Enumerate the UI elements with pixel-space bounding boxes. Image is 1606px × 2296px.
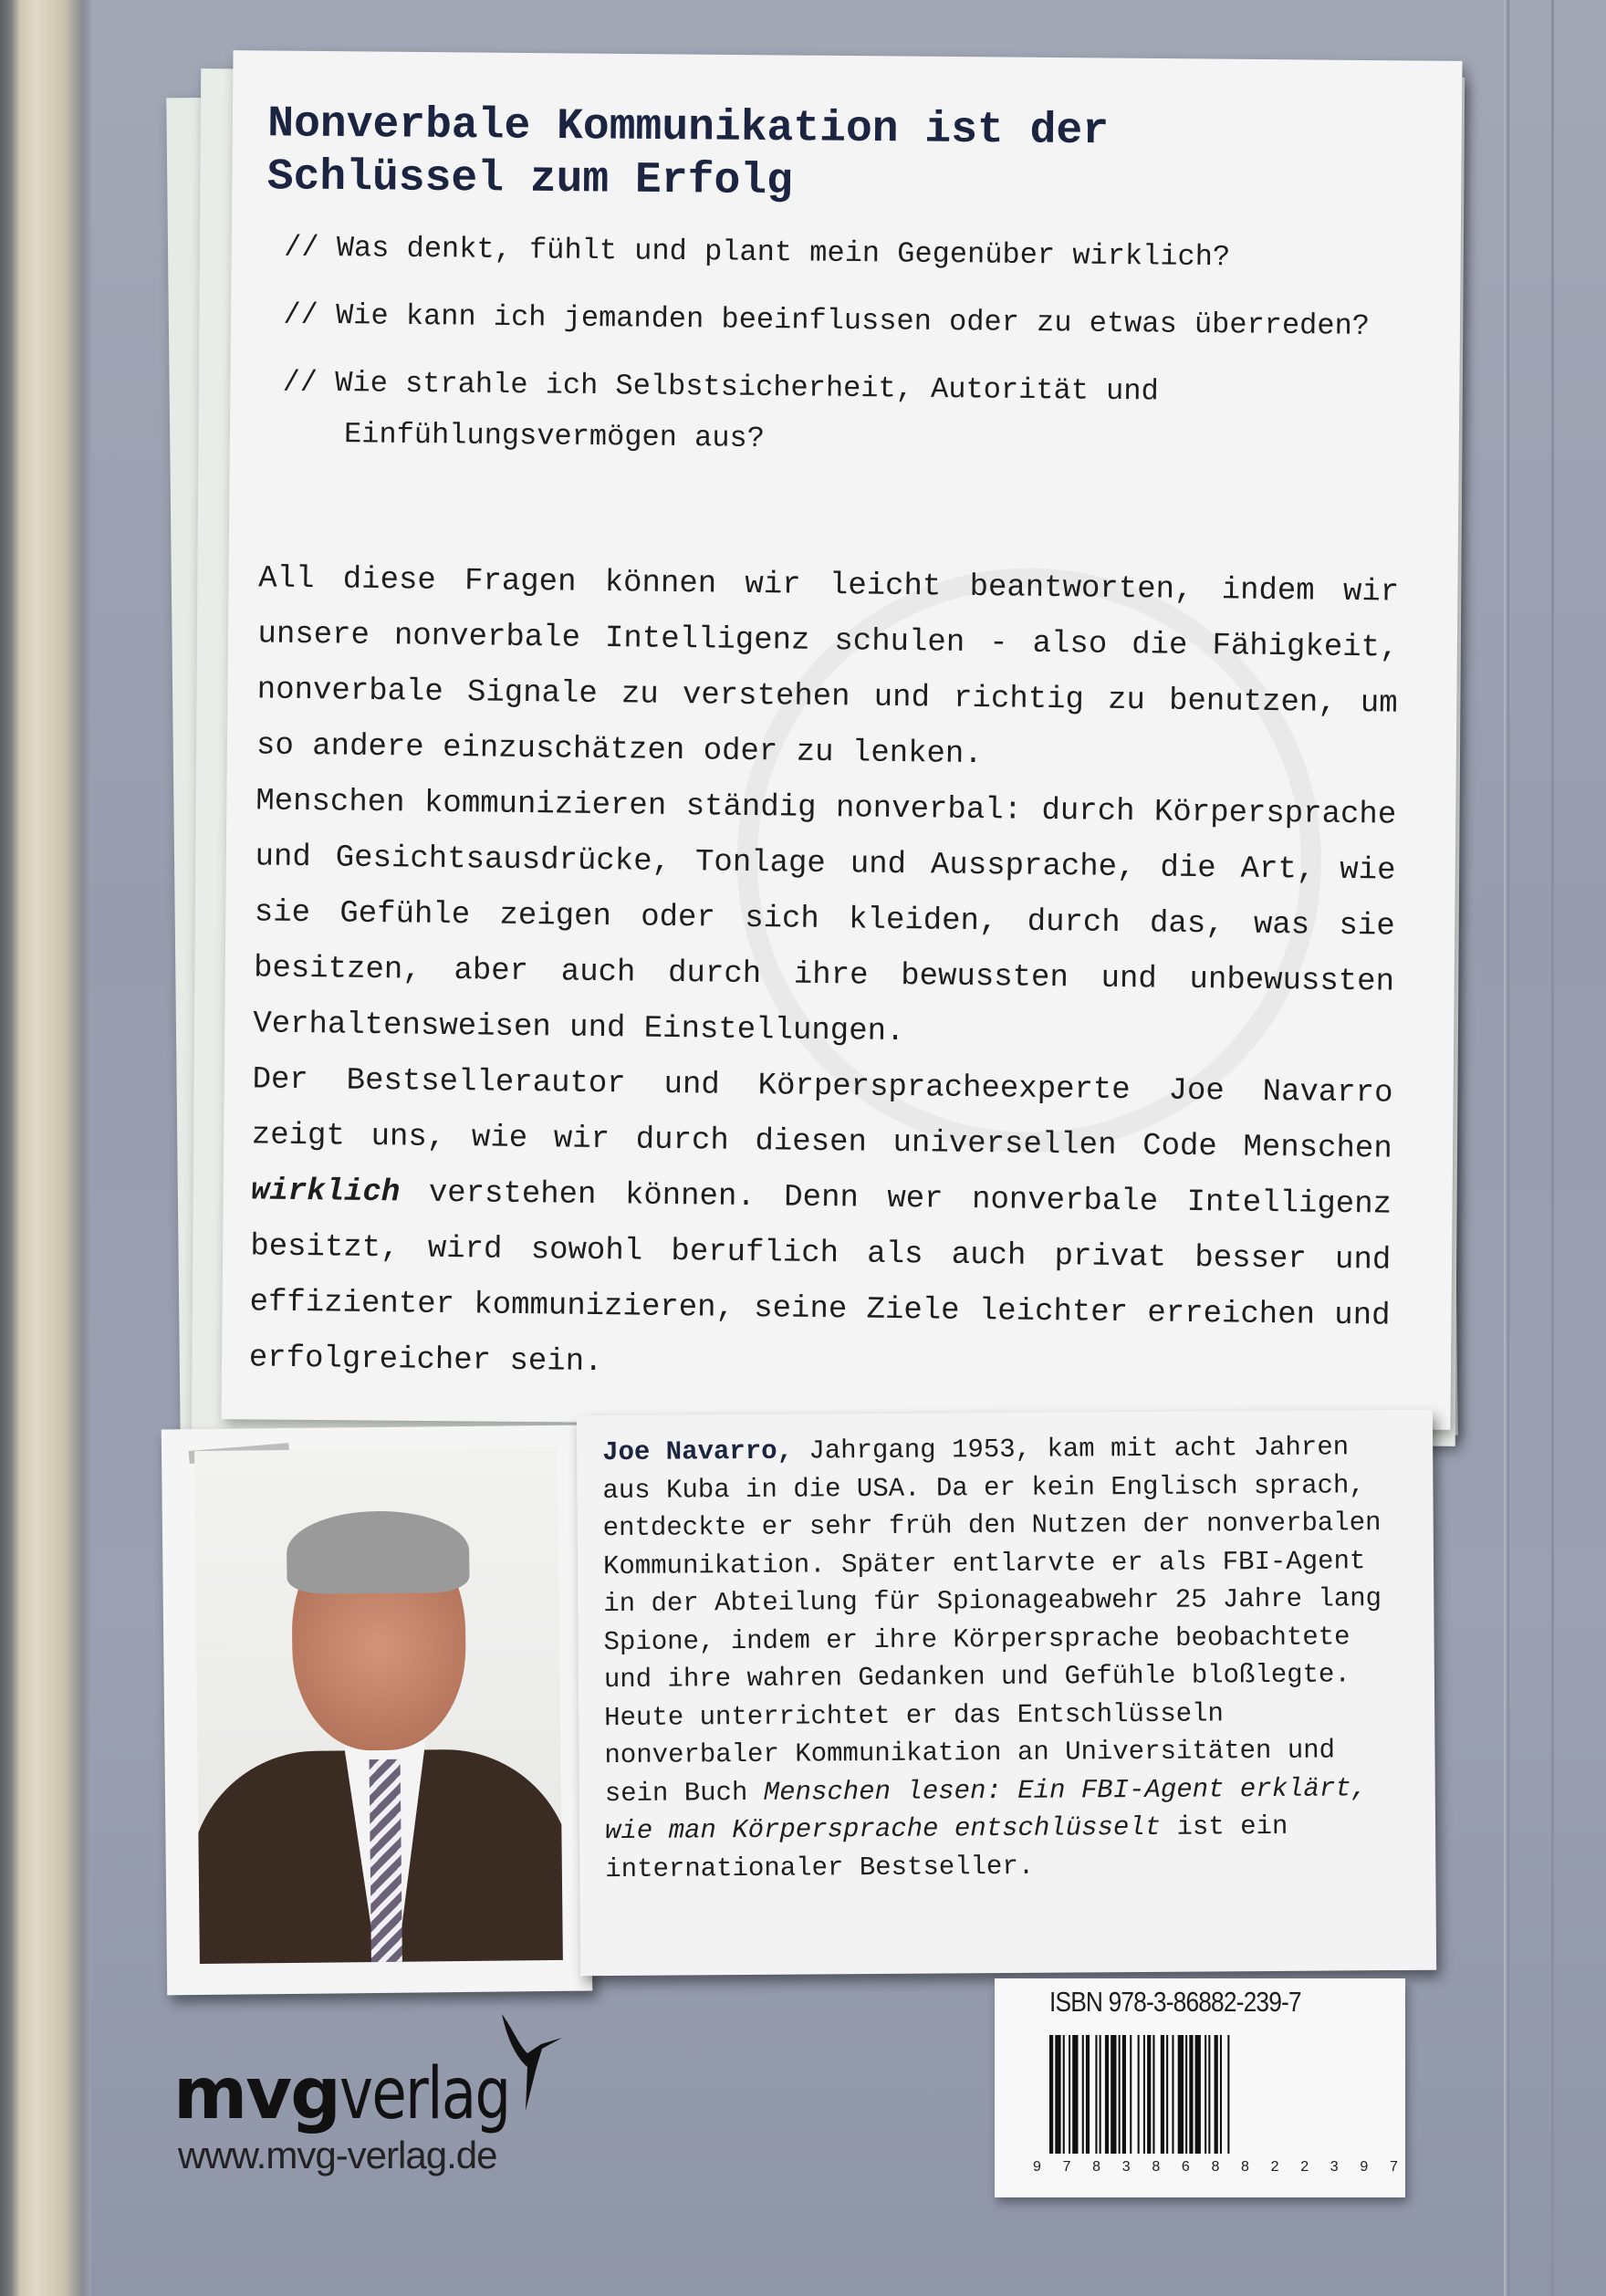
barcode-bar <box>1072 2035 1078 2154</box>
author-bio <box>602 1428 1408 1888</box>
barcode-bar <box>1185 2035 1187 2154</box>
question-list <box>282 222 1425 487</box>
barcode-bar <box>1166 2035 1168 2154</box>
logo-bold: mvg <box>173 2053 339 2135</box>
barcode-bar <box>1161 2035 1164 2154</box>
barcode-bar <box>1152 2035 1154 2154</box>
barcode-digit: 2 <box>1270 2159 1279 2175</box>
bio-text: Jahrgang 1953, kam mit acht Jahren aus Kuba in die USA. Da er kein Englisch sprach, entdeckte er sehr früh den Nutzen der nonverbalen Kommunikation. Später entlarvte er als FBI-Agent in der Abteilung für Spionageabwehr 25 Jahre lang Spione, indem er ihre Körpersprache beobachtete und ihre wahren Gedanken und Gefühle bloßlegte. Heute unterrichtet er das Entschlüsseln nonverbaler Kommunikation an Universitäten und sein Buch <box>602 1432 1382 1809</box>
headline: Nonverbale Kommunikation ist der Schlüssel zum Erfolg <box>266 99 1110 207</box>
bio-text: ist ein internationaler Bestseller. <box>605 1811 1288 1884</box>
blurb <box>248 551 1399 1400</box>
author-polaroid <box>162 1425 592 1996</box>
barcode-digit: 9 <box>1360 2159 1369 2175</box>
barcode-digit: 3 <box>1330 2159 1339 2175</box>
blurb-paragraph: All diese Fragen können wir leicht beantworten, indem wir unsere nonverbale Intelligenz schulen - also die Fähigkeit, nonverbale Signale zu verstehen und richtig zu benutzen, um so andere einzuschätzen oder zu lenken. <box>256 561 1400 773</box>
barcode-digit: 2 <box>1300 2159 1309 2175</box>
barcode-digit: 6 <box>1181 2159 1190 2175</box>
barcode-digits <box>1033 2159 1398 2176</box>
question-item: // Was denkt, fühlt und plant mein Gegenüber wirklich? <box>284 230 1231 275</box>
barcode-digit: 8 <box>1241 2159 1249 2175</box>
isbn: ISBN 978-3-86882-239-7 <box>1049 1986 1301 2018</box>
barcode-digit: 8 <box>1152 2159 1161 2175</box>
barcode-bar <box>1208 2035 1210 2154</box>
publisher-logo <box>173 2053 552 2135</box>
barcode-bar <box>1069 2035 1070 2154</box>
barcode-bar <box>1195 2035 1201 2154</box>
author-name: Joe Navarro, <box>602 1435 794 1468</box>
barcode-bar <box>1227 2035 1229 2154</box>
barcode-bar <box>1147 2035 1151 2154</box>
author-photo <box>194 1447 563 1964</box>
barcode-bar <box>1143 2035 1145 2154</box>
barcode-icon <box>1049 2035 1396 2154</box>
question-item: // Wie strahle ich Selbstsicherheit, Autorität und Einfühlungsvermögen aus? <box>282 365 1159 455</box>
publisher-url[interactable]: www.mvg-verlag.de <box>178 2134 497 2176</box>
barcode-bar <box>1082 2035 1084 2154</box>
barcode-bar <box>1055 2035 1060 2154</box>
barcode-digit: 8 <box>1092 2159 1101 2175</box>
author-bio-card <box>577 1410 1436 1977</box>
barcode-digit: 3 <box>1121 2159 1131 2175</box>
barcode-bar <box>1204 2035 1206 2154</box>
barcode-bar <box>1063 2035 1065 2154</box>
barcode-bar <box>1138 2035 1140 2154</box>
barcode-bar <box>1119 2035 1121 2154</box>
barcode-bar <box>1189 2035 1193 2154</box>
barcode-digit: 9 <box>1033 2159 1041 2175</box>
barcode-bar <box>1111 2035 1116 2154</box>
hummingbird-icon <box>500 2012 564 2113</box>
text: verstehen können. Denn wer nonverbale Intelligenz besitzt, wird sowohl beruflich als auch privat besser und effizienter kommunizieren, seine Ziele leichter erreichen und erfolgreicher sein. <box>248 1175 1392 1381</box>
barcode-bar <box>1095 2035 1097 2154</box>
barcode-bar <box>1105 2035 1109 2154</box>
barcode-bar <box>1130 2035 1132 2154</box>
barcode-bar <box>1049 2035 1053 2154</box>
folder-edge <box>1504 0 1509 2296</box>
binder-edge <box>0 0 91 2296</box>
barcode-digit: 8 <box>1211 2159 1220 2175</box>
blurb-paragraph <box>248 1052 1392 1400</box>
barcode-digit: 7 <box>1389 2159 1398 2175</box>
barcode-bar <box>1122 2035 1126 2154</box>
barcode-bar <box>1178 2035 1184 2154</box>
question-item: // Wie kann ich jemanden beeinflussen oder zu etwas überreden? <box>283 297 1371 343</box>
barcode-label <box>995 1978 1405 2197</box>
barcode-bar <box>1220 2035 1222 2154</box>
logo-light: verlag <box>339 2053 510 2135</box>
barcode-bar <box>1215 2035 1218 2154</box>
barcode-digit: 7 <box>1062 2159 1071 2175</box>
folder-edge-line <box>1551 0 1554 2296</box>
blurb-paragraph: Menschen kommunizieren ständig nonverbal: durch Körpersprache und Gesichtsausdrücke, Tonlage und Aussprache, die Art, wie sie Gefühle zeigen oder sich kleiden, durch das, was sie besitzen, aber auch durch ihre bewussten und unbewussten Verhaltensweisen und Einstellungen. <box>253 784 1397 1050</box>
barcode-bar <box>1100 2035 1101 2154</box>
emphasis: wirklich <box>250 1174 401 1211</box>
barcode-bar <box>1086 2035 1090 2154</box>
barcode-bar <box>1172 2035 1173 2154</box>
text: Der Bestsellerautor und Körperspracheexperte Joe Navarro zeigt uns, wie wir durch diesen universellen Code Menschen <box>251 1062 1393 1167</box>
book-title: Menschen lesen: Ein FBI-Agent erklärt, wie man Körpersprache entschlüsselt <box>604 1772 1368 1847</box>
